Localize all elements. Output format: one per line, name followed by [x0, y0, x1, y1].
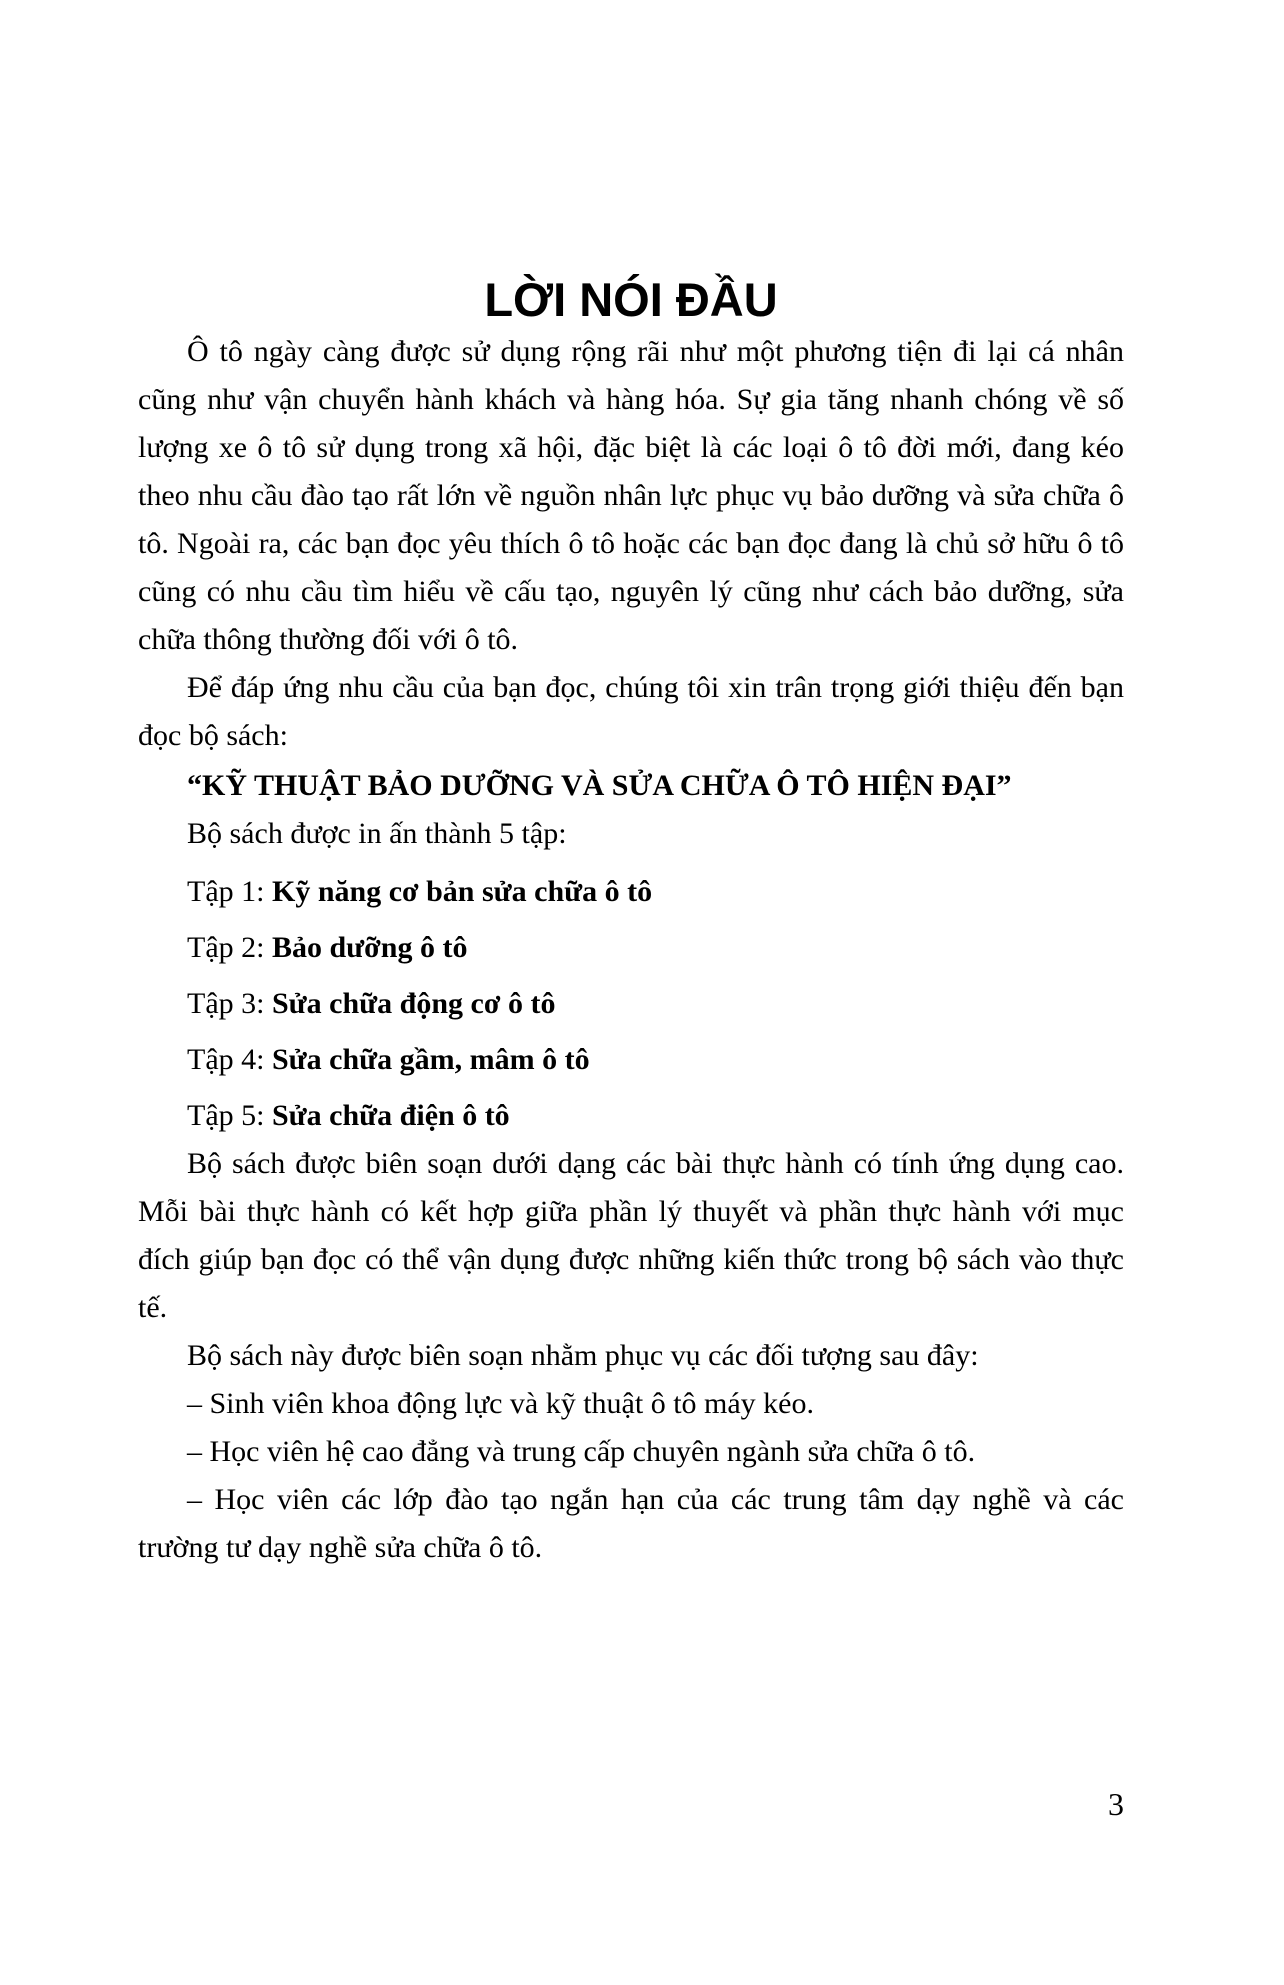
volume-label: Tập 1:	[187, 875, 272, 908]
volume-item-4	[138, 1036, 1124, 1084]
description-paragraph: Bộ sách được biên soạn dưới dạng các bài thực hành có tính ứng dụng cao. Mỗi bài thực hành có kết hợp giữa phần lý thuyết và phần thực hành với mục đích giúp bạn đọc có thể vận dụng được những kiến thức trong bộ sách vào thực tế.	[138, 1147, 1124, 1324]
page-title: LỜI NÓI ĐẦU	[484, 273, 778, 326]
volume-item-2	[138, 924, 1124, 972]
page-content	[138, 0, 1124, 1572]
volume-title: Sửa chữa động cơ ô tô	[271, 987, 556, 1020]
volume-label: Tập 3:	[187, 987, 272, 1020]
volume-title: Kỹ năng cơ bản sửa chữa ô tô	[271, 875, 653, 908]
volume-title: Bảo dưỡng ô tô	[271, 931, 468, 964]
volume-item-5	[138, 1092, 1124, 1140]
volume-title: Sửa chữa điện ô tô	[271, 1099, 510, 1132]
volume-item-3	[138, 980, 1124, 1028]
volume-label: Tập 5:	[187, 1099, 272, 1132]
invitation-paragraph: Để đáp ứng nhu cầu của bạn đọc, chúng tôi xin trân trọng giới thiệu đến bạn đọc bộ sách:	[138, 671, 1124, 752]
intro-paragraph: Ô tô ngày càng được sử dụng rộng rãi như một phương tiện đi lại cá nhân cũng như vận chuyển hành khách và hàng hóa. Sự gia tăng nhanh chóng về số lượng xe ô tô sử dụng trong xã hội, đặc biệt là các loại ô tô đời mới, đang kéo theo nhu cầu đào tạo rất lớn về nguồn nhân lực phục vụ bảo dưỡng và sửa chữa ô tô. Ngoài ra, các bạn đọc yêu thích ô tô hoặc các bạn đọc đang là chủ sở hữu ô tô cũng có nhu cầu tìm hiểu về cấu tạo, nguyên lý cũng như cách bảo dưỡng, sửa chữa thông thường đối với ô tô.	[138, 335, 1124, 656]
volumes-intro: Bộ sách được in ấn thành 5 tập:	[187, 817, 567, 850]
audience-item-1: – Sinh viên khoa động lực và kỹ thuật ô tô máy kéo.	[187, 1387, 814, 1420]
audience-item-3: – Học viên các lớp đào tạo ngắn hạn của các trung tâm dạy nghề và các trường tư dạy nghề sửa chữa ô tô.	[138, 1483, 1124, 1564]
volume-label: Tập 4:	[187, 1043, 272, 1076]
book-series-title: “KỸ THUẬT BẢO DƯỠNG VÀ SỬA CHỮA Ô TÔ HIỆN ĐẠI”	[187, 769, 1012, 802]
page-number: 3	[1108, 1786, 1124, 1822]
audience-item-2: – Học viên hệ cao đẳng và trung cấp chuyên ngành sửa chữa ô tô.	[187, 1435, 976, 1468]
volume-title: Sửa chữa gầm, mâm ô tô	[271, 1043, 590, 1076]
audience-intro-paragraph: Bộ sách này được biên soạn nhằm phục vụ các đối tượng sau đây:	[187, 1339, 979, 1372]
volume-label: Tập 2:	[187, 931, 272, 964]
volume-item-1	[138, 868, 1124, 916]
